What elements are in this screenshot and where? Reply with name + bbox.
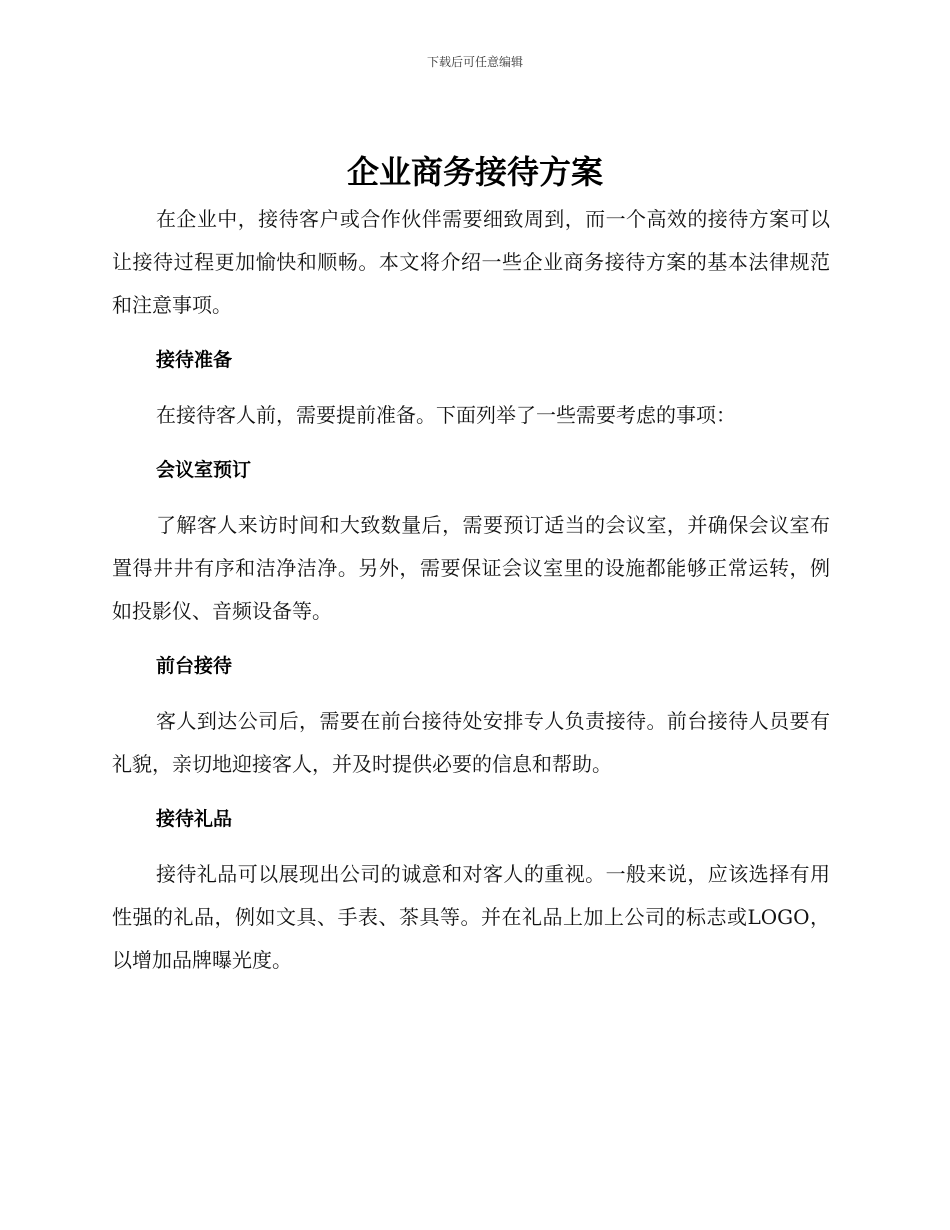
section-body-preparation: 在接待客人前，需要提前准备。下面列举了一些需要考虑的事项： <box>156 403 736 427</box>
section-heading-preparation: 接待准备 <box>156 349 233 371</box>
section-heading-meeting-room: 会议室预订 <box>156 459 252 481</box>
section-body-gifts: 接待礼品可以展现出公司的诚意和对客人的重视。一般来说，应该选择有用性强的礼品，例如文具、手表、茶具等。并在礼品上加上公司的标志或LOGO，以增加品牌曝光度。 <box>112 862 830 972</box>
section-body-meeting-room: 了解客人来访时间和大致数量后，需要预订适当的会议室，并确保会议室布置得井井有序和洁净洁净。另外，需要保证会议室里的设施都能够正常运转，例如投影仪、音频设备等。 <box>112 513 830 623</box>
page-header-note: 下载后可任意编辑 <box>426 55 523 69</box>
document-body <box>112 198 830 982</box>
section-heading-gifts: 接待礼品 <box>156 808 233 830</box>
section-heading-reception: 前台接待 <box>156 655 233 677</box>
section-body-reception: 客人到达公司后，需要在前台接待处安排专人负责接待。前台接待人员要有礼貌，亲切地迎接客人，并及时提供必要的信息和帮助。 <box>112 709 830 776</box>
document-title: 企业商务接待方案 <box>346 153 603 191</box>
intro-paragraph: 在企业中，接待客户或合作伙伴需要细致周到，而一个高效的接待方案可以让接待过程更加愉快和顺畅。本文将介绍一些企业商务接待方案的基本法律规范和注意事项。 <box>112 207 830 317</box>
